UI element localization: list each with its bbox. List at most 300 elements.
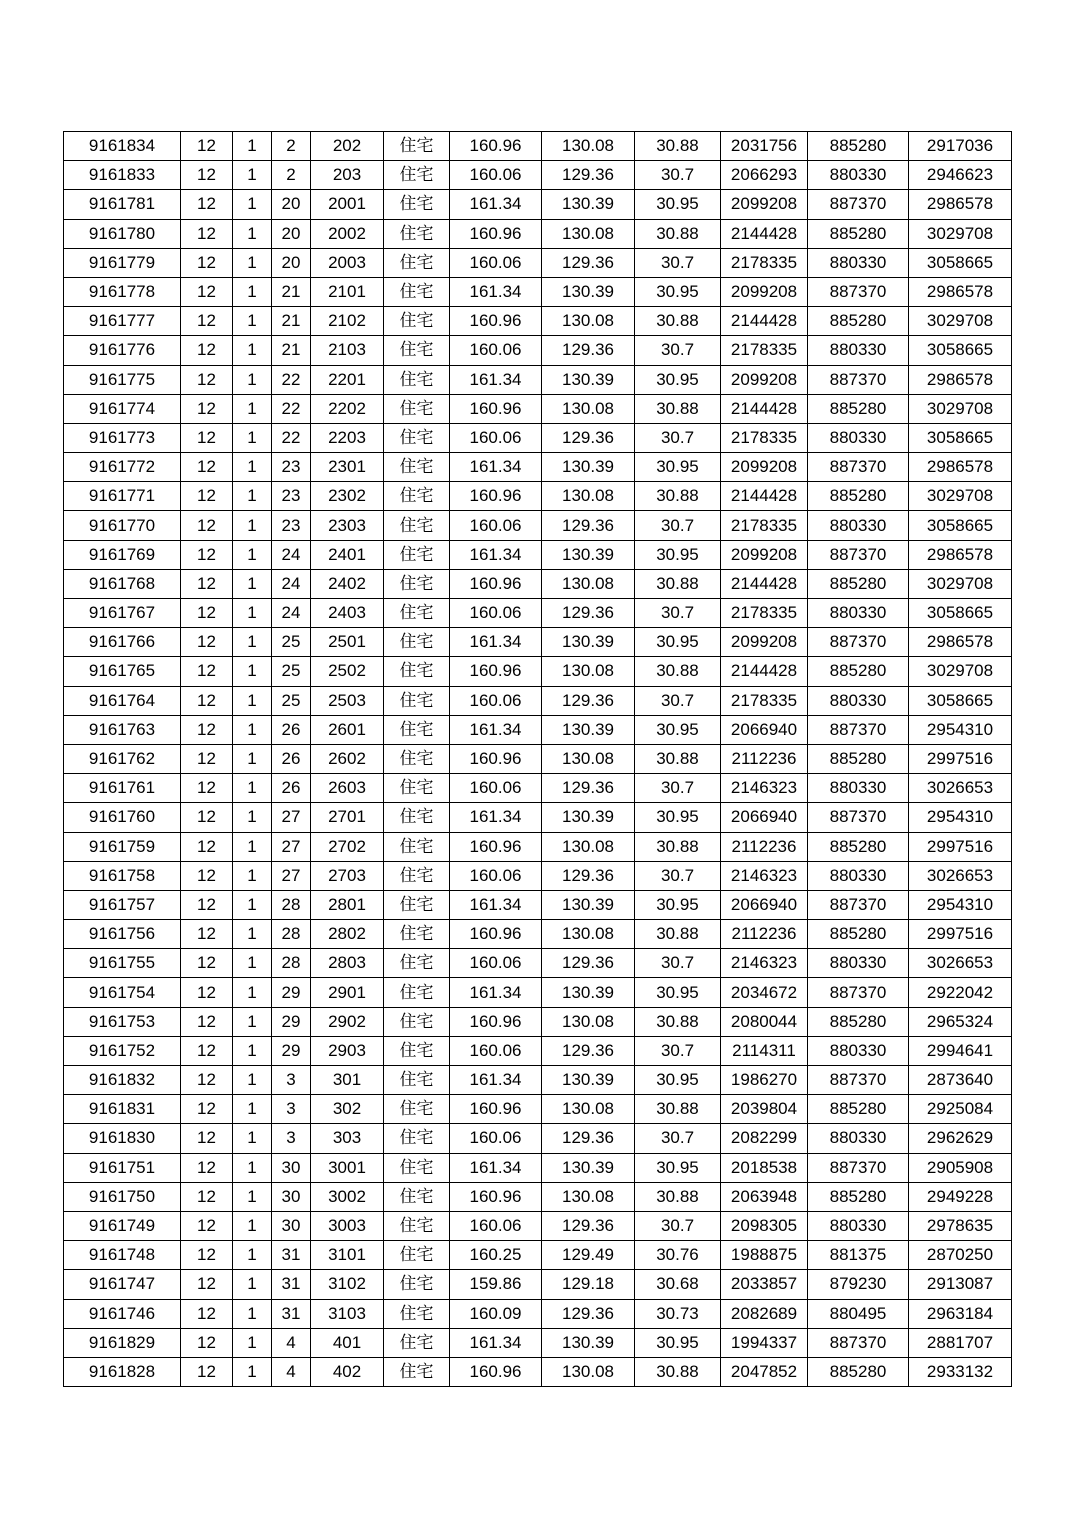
cell-inner-area: 130.39	[542, 890, 635, 919]
cell-floor: 29	[272, 1007, 311, 1036]
cell-building: 12	[181, 336, 233, 365]
cell-unit-price: 880330	[808, 248, 909, 277]
cell-unit-price: 885280	[808, 482, 909, 511]
cell-shared-area: 30.73	[635, 1299, 721, 1328]
cell-floor: 27	[272, 803, 311, 832]
cell-room-number: 302	[311, 1095, 384, 1124]
table-row	[64, 277, 1012, 306]
cell-floor: 31	[272, 1299, 311, 1328]
cell-unit-price: 885280	[808, 1357, 909, 1386]
cell-unit: 1	[233, 394, 272, 423]
cell-total-price: 2178335	[721, 336, 808, 365]
cell-gross-area: 160.06	[450, 1124, 542, 1153]
cell-floor: 25	[272, 628, 311, 657]
cell-building: 12	[181, 482, 233, 511]
cell-inner-area: 130.08	[542, 744, 635, 773]
cell-record-id: 9161771	[64, 482, 181, 511]
cell-building: 12	[181, 453, 233, 482]
cell-inner-area: 130.08	[542, 307, 635, 336]
cell-record-id: 9161764	[64, 686, 181, 715]
cell-list-price: 3058665	[909, 511, 1012, 540]
cell-inner-area: 130.39	[542, 978, 635, 1007]
cell-list-price: 2925084	[909, 1095, 1012, 1124]
cell-list-price: 2962629	[909, 1124, 1012, 1153]
cell-list-price: 2954310	[909, 890, 1012, 919]
cell-inner-area: 130.08	[542, 132, 635, 161]
cell-unit-price: 887370	[808, 978, 909, 1007]
cell-unit: 1	[233, 511, 272, 540]
cell-list-price: 3058665	[909, 599, 1012, 628]
cell-record-id: 9161831	[64, 1095, 181, 1124]
cell-room-number: 2102	[311, 307, 384, 336]
table-row	[64, 1211, 1012, 1240]
cell-list-price: 3029708	[909, 219, 1012, 248]
table-row	[64, 394, 1012, 423]
cell-record-id: 9161828	[64, 1357, 181, 1386]
cell-floor: 24	[272, 569, 311, 598]
cell-total-price: 2099208	[721, 453, 808, 482]
cell-floor: 4	[272, 1357, 311, 1386]
cell-floor: 22	[272, 394, 311, 423]
cell-room-number: 2201	[311, 365, 384, 394]
cell-unit: 1	[233, 336, 272, 365]
cell-total-price: 2144428	[721, 569, 808, 598]
table-row	[64, 920, 1012, 949]
cell-floor: 3	[272, 1066, 311, 1095]
cell-unit: 1	[233, 1211, 272, 1240]
cell-building: 12	[181, 569, 233, 598]
cell-inner-area: 130.39	[542, 715, 635, 744]
cell-total-price: 2178335	[721, 423, 808, 452]
cell-usage: 住宅	[384, 774, 450, 803]
cell-room-number: 2402	[311, 569, 384, 598]
cell-record-id: 9161775	[64, 365, 181, 394]
cell-gross-area: 160.25	[450, 1241, 542, 1270]
table-row	[64, 803, 1012, 832]
cell-gross-area: 161.34	[450, 890, 542, 919]
cell-total-price: 2066940	[721, 890, 808, 919]
cell-record-id: 9161779	[64, 248, 181, 277]
cell-usage: 住宅	[384, 365, 450, 394]
cell-building: 12	[181, 248, 233, 277]
cell-usage: 住宅	[384, 1153, 450, 1182]
cell-room-number: 2503	[311, 686, 384, 715]
cell-room-number: 2002	[311, 219, 384, 248]
cell-total-price: 2114311	[721, 1036, 808, 1065]
cell-room-number: 401	[311, 1328, 384, 1357]
cell-shared-area: 30.7	[635, 248, 721, 277]
cell-room-number: 3002	[311, 1182, 384, 1211]
cell-record-id: 9161754	[64, 978, 181, 1007]
cell-record-id: 9161747	[64, 1270, 181, 1299]
cell-list-price: 3026653	[909, 949, 1012, 978]
cell-unit: 1	[233, 540, 272, 569]
table-row	[64, 219, 1012, 248]
cell-unit: 1	[233, 890, 272, 919]
table-row	[64, 657, 1012, 686]
cell-usage: 住宅	[384, 628, 450, 657]
cell-list-price: 2994641	[909, 1036, 1012, 1065]
cell-building: 12	[181, 219, 233, 248]
cell-room-number: 2003	[311, 248, 384, 277]
cell-total-price: 2178335	[721, 599, 808, 628]
cell-unit: 1	[233, 482, 272, 511]
cell-usage: 住宅	[384, 1357, 450, 1386]
cell-total-price: 2082299	[721, 1124, 808, 1153]
cell-record-id: 9161832	[64, 1066, 181, 1095]
cell-gross-area: 160.06	[450, 1211, 542, 1240]
table-row	[64, 774, 1012, 803]
cell-room-number: 2801	[311, 890, 384, 919]
cell-inner-area: 130.39	[542, 365, 635, 394]
cell-gross-area: 160.06	[450, 861, 542, 890]
cell-list-price: 2986578	[909, 453, 1012, 482]
cell-record-id: 9161769	[64, 540, 181, 569]
cell-shared-area: 30.95	[635, 1066, 721, 1095]
cell-room-number: 2001	[311, 190, 384, 219]
cell-usage: 住宅	[384, 1066, 450, 1095]
cell-shared-area: 30.95	[635, 540, 721, 569]
cell-record-id: 9161756	[64, 920, 181, 949]
cell-list-price: 2986578	[909, 540, 1012, 569]
cell-unit-price: 885280	[808, 832, 909, 861]
cell-building: 12	[181, 628, 233, 657]
cell-unit-price: 880330	[808, 599, 909, 628]
cell-unit: 1	[233, 715, 272, 744]
cell-usage: 住宅	[384, 336, 450, 365]
cell-shared-area: 30.95	[635, 365, 721, 394]
cell-record-id: 9161777	[64, 307, 181, 336]
cell-floor: 4	[272, 1328, 311, 1357]
cell-unit-price: 887370	[808, 890, 909, 919]
cell-unit-price: 885280	[808, 219, 909, 248]
cell-list-price: 2978635	[909, 1211, 1012, 1240]
table-row	[64, 628, 1012, 657]
cell-floor: 28	[272, 890, 311, 919]
cell-building: 12	[181, 161, 233, 190]
cell-building: 12	[181, 307, 233, 336]
cell-shared-area: 30.7	[635, 1124, 721, 1153]
cell-building: 12	[181, 511, 233, 540]
cell-building: 12	[181, 774, 233, 803]
cell-room-number: 2602	[311, 744, 384, 773]
cell-inner-area: 129.36	[542, 423, 635, 452]
table-row	[64, 482, 1012, 511]
cell-usage: 住宅	[384, 277, 450, 306]
cell-shared-area: 30.95	[635, 628, 721, 657]
cell-list-price: 2949228	[909, 1182, 1012, 1211]
cell-room-number: 2702	[311, 832, 384, 861]
cell-usage: 住宅	[384, 190, 450, 219]
cell-unit: 1	[233, 774, 272, 803]
cell-building: 12	[181, 394, 233, 423]
cell-total-price: 2099208	[721, 365, 808, 394]
cell-gross-area: 160.06	[450, 599, 542, 628]
cell-usage: 住宅	[384, 453, 450, 482]
cell-list-price: 2946623	[909, 161, 1012, 190]
cell-record-id: 9161753	[64, 1007, 181, 1036]
cell-unit: 1	[233, 1182, 272, 1211]
cell-inner-area: 129.36	[542, 686, 635, 715]
cell-floor: 20	[272, 248, 311, 277]
cell-floor: 30	[272, 1211, 311, 1240]
cell-room-number: 303	[311, 1124, 384, 1153]
cell-total-price: 2080044	[721, 1007, 808, 1036]
cell-floor: 23	[272, 511, 311, 540]
cell-list-price: 2997516	[909, 920, 1012, 949]
table-row	[64, 832, 1012, 861]
cell-shared-area: 30.7	[635, 599, 721, 628]
cell-total-price: 2146323	[721, 949, 808, 978]
cell-room-number: 2403	[311, 599, 384, 628]
cell-usage: 住宅	[384, 686, 450, 715]
cell-unit: 1	[233, 1241, 272, 1270]
cell-inner-area: 130.08	[542, 832, 635, 861]
cell-list-price: 3026653	[909, 774, 1012, 803]
cell-usage: 住宅	[384, 861, 450, 890]
cell-unit-price: 880330	[808, 1211, 909, 1240]
cell-unit: 1	[233, 599, 272, 628]
cell-building: 12	[181, 1328, 233, 1357]
cell-building: 12	[181, 1299, 233, 1328]
table-row	[64, 1182, 1012, 1211]
cell-usage: 住宅	[384, 920, 450, 949]
table-row	[64, 1241, 1012, 1270]
cell-gross-area: 159.86	[450, 1270, 542, 1299]
cell-unit-price: 880330	[808, 1124, 909, 1153]
table-row	[64, 1328, 1012, 1357]
cell-list-price: 3029708	[909, 569, 1012, 598]
cell-shared-area: 30.68	[635, 1270, 721, 1299]
cell-unit: 1	[233, 1153, 272, 1182]
cell-inner-area: 129.36	[542, 161, 635, 190]
cell-floor: 26	[272, 774, 311, 803]
cell-list-price: 2933132	[909, 1357, 1012, 1386]
cell-inner-area: 130.39	[542, 628, 635, 657]
cell-shared-area: 30.88	[635, 1182, 721, 1211]
cell-unit: 1	[233, 423, 272, 452]
cell-inner-area: 130.39	[542, 190, 635, 219]
cell-unit: 1	[233, 657, 272, 686]
cell-unit-price: 880330	[808, 511, 909, 540]
cell-list-price: 2997516	[909, 744, 1012, 773]
cell-building: 12	[181, 423, 233, 452]
table-row	[64, 248, 1012, 277]
cell-inner-area: 130.39	[542, 1153, 635, 1182]
cell-gross-area: 161.34	[450, 978, 542, 1007]
cell-total-price: 2099208	[721, 540, 808, 569]
cell-inner-area: 129.36	[542, 1211, 635, 1240]
cell-building: 12	[181, 540, 233, 569]
cell-total-price: 2144428	[721, 657, 808, 686]
cell-gross-area: 160.06	[450, 1036, 542, 1065]
cell-floor: 22	[272, 365, 311, 394]
cell-total-price: 2112236	[721, 744, 808, 773]
cell-total-price: 2178335	[721, 511, 808, 540]
cell-list-price: 2917036	[909, 132, 1012, 161]
cell-inner-area: 129.36	[542, 861, 635, 890]
cell-total-price: 2099208	[721, 628, 808, 657]
cell-inner-area: 129.49	[542, 1241, 635, 1270]
table-row	[64, 744, 1012, 773]
cell-usage: 住宅	[384, 1124, 450, 1153]
cell-room-number: 2303	[311, 511, 384, 540]
cell-unit: 1	[233, 307, 272, 336]
cell-shared-area: 30.7	[635, 1036, 721, 1065]
cell-record-id: 9161751	[64, 1153, 181, 1182]
cell-gross-area: 161.34	[450, 1328, 542, 1357]
cell-building: 12	[181, 132, 233, 161]
cell-record-id: 9161780	[64, 219, 181, 248]
cell-unit-price: 885280	[808, 1007, 909, 1036]
cell-shared-area: 30.7	[635, 1211, 721, 1240]
cell-usage: 住宅	[384, 161, 450, 190]
cell-shared-area: 30.7	[635, 774, 721, 803]
cell-record-id: 9161749	[64, 1211, 181, 1240]
cell-building: 12	[181, 832, 233, 861]
cell-room-number: 2401	[311, 540, 384, 569]
cell-floor: 21	[272, 336, 311, 365]
cell-usage: 住宅	[384, 1007, 450, 1036]
cell-usage: 住宅	[384, 1299, 450, 1328]
cell-unit-price: 881375	[808, 1241, 909, 1270]
cell-floor: 25	[272, 657, 311, 686]
cell-inner-area: 130.08	[542, 482, 635, 511]
cell-list-price: 2965324	[909, 1007, 1012, 1036]
cell-room-number: 203	[311, 161, 384, 190]
cell-building: 12	[181, 277, 233, 306]
cell-shared-area: 30.88	[635, 744, 721, 773]
cell-building: 12	[181, 657, 233, 686]
cell-shared-area: 30.88	[635, 132, 721, 161]
cell-room-number: 3101	[311, 1241, 384, 1270]
cell-room-number: 3102	[311, 1270, 384, 1299]
cell-record-id: 9161759	[64, 832, 181, 861]
cell-list-price: 3058665	[909, 336, 1012, 365]
cell-shared-area: 30.88	[635, 482, 721, 511]
table-row	[64, 1095, 1012, 1124]
cell-gross-area: 160.96	[450, 219, 542, 248]
cell-record-id: 9161761	[64, 774, 181, 803]
cell-inner-area: 129.36	[542, 1124, 635, 1153]
cell-building: 12	[181, 1241, 233, 1270]
cell-building: 12	[181, 1036, 233, 1065]
table-row	[64, 540, 1012, 569]
cell-total-price: 2144428	[721, 482, 808, 511]
cell-shared-area: 30.88	[635, 569, 721, 598]
cell-usage: 住宅	[384, 803, 450, 832]
cell-gross-area: 160.06	[450, 686, 542, 715]
cell-floor: 25	[272, 686, 311, 715]
cell-unit-price: 887370	[808, 1066, 909, 1095]
cell-room-number: 2701	[311, 803, 384, 832]
cell-unit: 1	[233, 978, 272, 1007]
table-row	[64, 1270, 1012, 1299]
cell-floor: 31	[272, 1270, 311, 1299]
cell-room-number: 2703	[311, 861, 384, 890]
cell-gross-area: 161.34	[450, 365, 542, 394]
price-table-container	[63, 131, 1011, 1387]
cell-total-price: 2112236	[721, 920, 808, 949]
cell-building: 12	[181, 1357, 233, 1386]
cell-room-number: 2803	[311, 949, 384, 978]
cell-unit-price: 887370	[808, 190, 909, 219]
cell-gross-area: 160.96	[450, 744, 542, 773]
cell-unit-price: 887370	[808, 1153, 909, 1182]
price-table	[63, 131, 1012, 1387]
cell-unit: 1	[233, 190, 272, 219]
cell-gross-area: 161.34	[450, 190, 542, 219]
cell-building: 12	[181, 1095, 233, 1124]
table-row	[64, 569, 1012, 598]
cell-shared-area: 30.7	[635, 161, 721, 190]
cell-gross-area: 161.34	[450, 803, 542, 832]
cell-record-id: 9161766	[64, 628, 181, 657]
cell-room-number: 2302	[311, 482, 384, 511]
cell-unit: 1	[233, 1007, 272, 1036]
cell-unit: 1	[233, 628, 272, 657]
cell-total-price: 2031756	[721, 132, 808, 161]
cell-gross-area: 161.34	[450, 540, 542, 569]
cell-list-price: 2913087	[909, 1270, 1012, 1299]
cell-unit-price: 885280	[808, 569, 909, 598]
cell-inner-area: 130.08	[542, 1357, 635, 1386]
cell-building: 12	[181, 1066, 233, 1095]
cell-floor: 27	[272, 861, 311, 890]
table-row	[64, 1036, 1012, 1065]
cell-record-id: 9161758	[64, 861, 181, 890]
cell-usage: 住宅	[384, 832, 450, 861]
cell-unit: 1	[233, 161, 272, 190]
cell-unit-price: 885280	[808, 1095, 909, 1124]
cell-room-number: 2101	[311, 277, 384, 306]
cell-room-number: 2501	[311, 628, 384, 657]
cell-list-price: 3029708	[909, 394, 1012, 423]
cell-unit-price: 887370	[808, 715, 909, 744]
cell-inner-area: 129.36	[542, 949, 635, 978]
cell-unit: 1	[233, 920, 272, 949]
cell-room-number: 2103	[311, 336, 384, 365]
cell-list-price: 2954310	[909, 715, 1012, 744]
cell-shared-area: 30.7	[635, 423, 721, 452]
cell-gross-area: 160.96	[450, 657, 542, 686]
cell-record-id: 9161778	[64, 277, 181, 306]
cell-shared-area: 30.95	[635, 190, 721, 219]
cell-floor: 20	[272, 219, 311, 248]
cell-shared-area: 30.95	[635, 890, 721, 919]
cell-gross-area: 160.06	[450, 161, 542, 190]
cell-unit: 1	[233, 1066, 272, 1095]
cell-gross-area: 160.96	[450, 1182, 542, 1211]
cell-usage: 住宅	[384, 1095, 450, 1124]
cell-unit-price: 887370	[808, 803, 909, 832]
cell-gross-area: 160.96	[450, 920, 542, 949]
cell-inner-area: 130.39	[542, 540, 635, 569]
cell-list-price: 2905908	[909, 1153, 1012, 1182]
cell-total-price: 2144428	[721, 307, 808, 336]
cell-list-price: 2997516	[909, 832, 1012, 861]
cell-unit-price: 885280	[808, 657, 909, 686]
cell-usage: 住宅	[384, 1270, 450, 1299]
cell-room-number: 2203	[311, 423, 384, 452]
table-row	[64, 1153, 1012, 1182]
cell-floor: 28	[272, 920, 311, 949]
cell-total-price: 2144428	[721, 394, 808, 423]
cell-floor: 26	[272, 715, 311, 744]
cell-list-price: 2986578	[909, 277, 1012, 306]
cell-room-number: 402	[311, 1357, 384, 1386]
cell-room-number: 3103	[311, 1299, 384, 1328]
